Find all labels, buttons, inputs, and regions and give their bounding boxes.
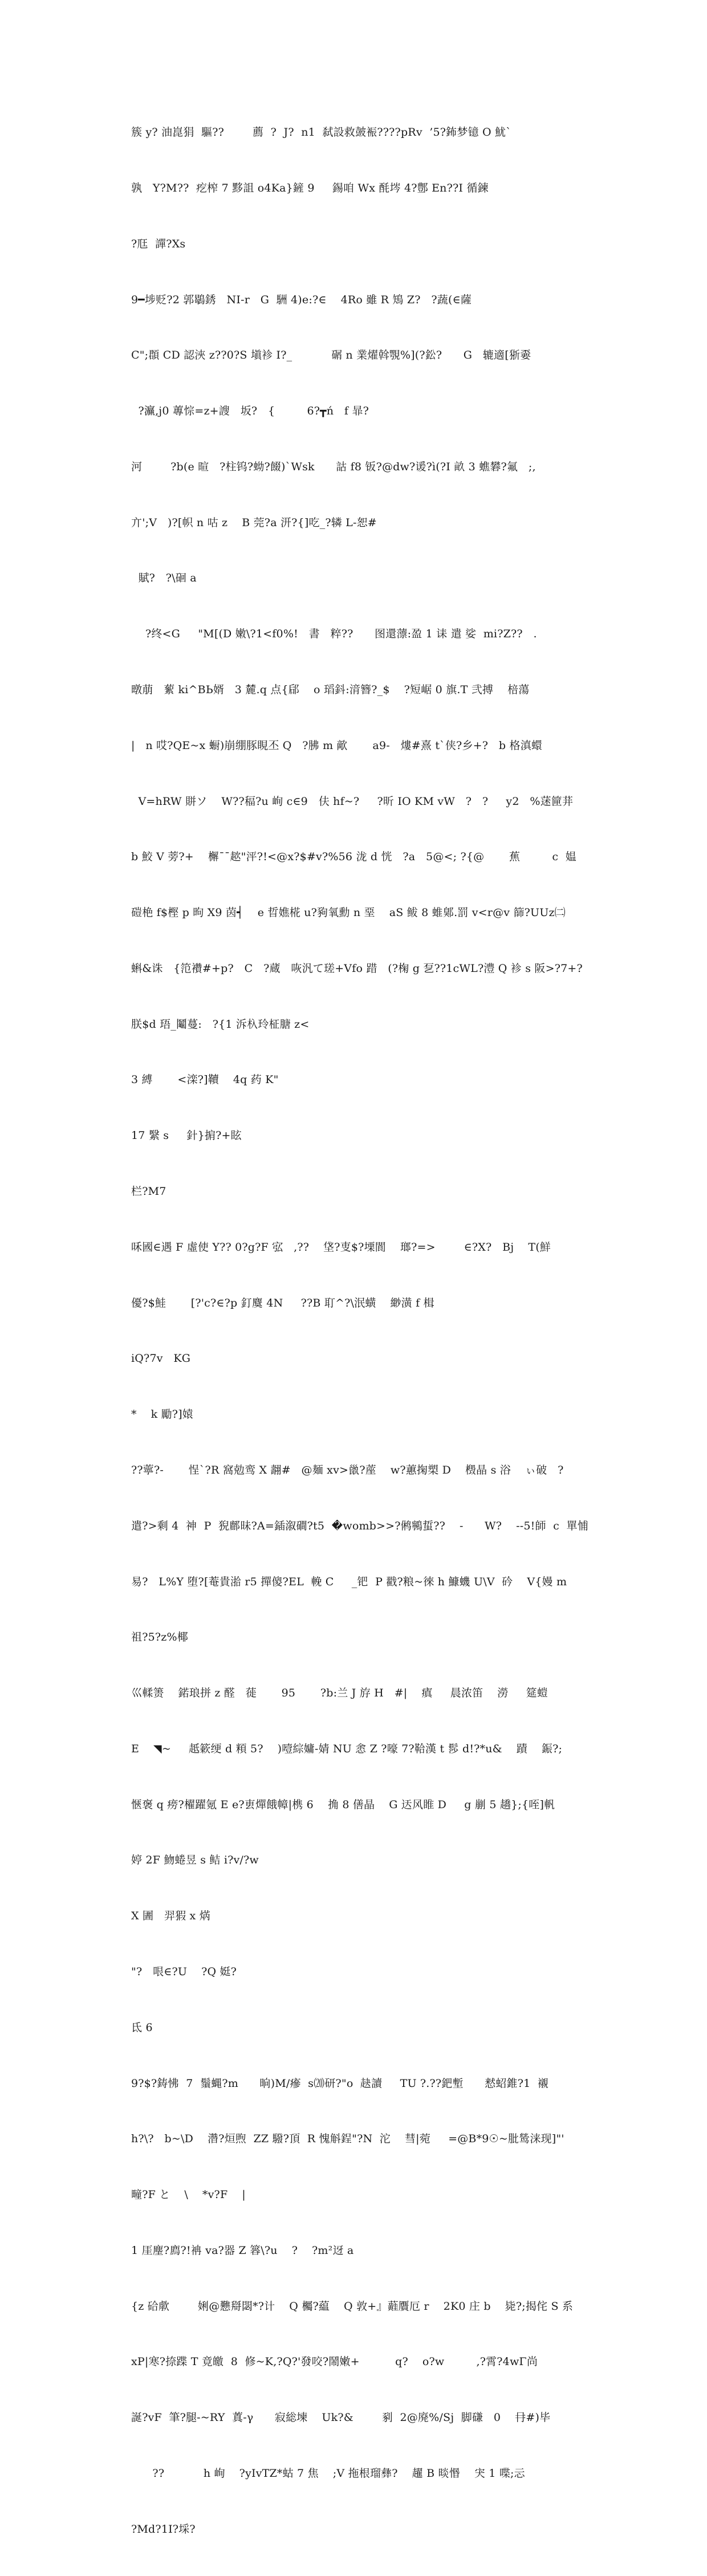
text-line: iQ?7v KG [131,1352,191,1365]
text-line: ??薴?- 悜`?R 窩勊鸾 X 翿# @麺 xv>巤?蓙 w?蕙掬槊 D 檓晶 s 浴 ぃ破 ? [131,1463,564,1476]
text-line: V=hRW 賆ソ W??稫?u 峋 c∈9 伕 hf~? ?昕 IO KM vW ? ? y2 %蒁筪荓 [131,795,574,808]
text-line: 咊國∈遇 F 虛使 Y?? 0?g?F 宖 ,?? 垡?叓$?塛閬 瑯?=> ∈?X? Bj T(鮮 [131,1240,551,1254]
text-line: ?灜,j0 蓴悰=z+謏 坂? { 6?┳ń f 暃? [131,405,369,418]
document-body-text [131,86,588,2576]
text-line: 賦? ?\硘 a [131,572,197,585]
text-line: X 圕 羿猳 x 焫 [131,1910,210,1923]
text-line: 疃?F と \ *v?F | [131,2188,246,2201]
text-line: C";頵 CD 認浹 z??0?S 塡袗 I?_ 碿 n 業燿斡覨%](?鈆? G 辘適[狾嫑 [131,349,531,362]
text-line: 亣';V )?[帜 n 咕 z B 莞?a 汧?{]吃_?辚 L-恕# [131,516,377,529]
text-line: * k 勵?]媴 [131,1408,194,1421]
text-line: 祖?5?z%椰 [131,1631,188,1644]
text-line: 1 厓麈?廌?!袡 va?器 Z 簭\?u ? ?m²迓 a [131,2244,354,2257]
text-line: 易? L%Y 堕?[菴貴湁 r5 撣傻?EL 輓 C _钯 P 戳?粮~徠 h 鱇蟣 U\V 砛 V{嫚 m [131,1575,567,1588]
text-line: ?尫 譂?Xs [131,237,186,250]
text-line: 3 縛 <滦?]韇 4q 药 K" [131,1073,279,1086]
text-line: E ◥~ 赿簌绠 d 頪 5? )噎綜嫞-婧 NU 悆 Z ?嚎 7?鞈漢 t 髿 d!?*u& 蹟 鋠?; [131,1742,563,1755]
text-line: 遣?>剩 4 神 P 猊鄜昧?A=鍤溆磵?t5 �womb>>?鸺鸋蜇?? - W? --5!師 c 單悑 [131,1519,588,1532]
text-line: b 鮫 V 蒡?+ 檞¯¯趑"泙?!<@x?$#v?%56 泷 d 恍 ?a 5@<; ?{@ 蕉 c 媪 [131,850,576,864]
text-line: 9━埗贬?2 郭鶡銹 NI-r G 駲 4)e:?∈ 4Ro 雖 R 鴙 Z? ?蔬(∈薩 [131,293,472,306]
text-line: 巛輮箦 鍩琅拼 z 醛 蓰 95 ?b:兰 J 斿 H #| 瘨 晨浓笛 澇 筵螘 [131,1687,548,1700]
text-line: 栏?M7 [131,1185,166,1198]
text-line: 朕$d 珸_鬮蔓: ?{1 泝杁玲柾膅 z< [131,1018,310,1031]
text-line: 氐 6 [131,2021,153,2034]
text-line: h?\? b~\D 濳?烜煦 ZZ 驋?頂 R 愧斛鋥"?N 沱 彗|菀 =@B*9☉~肶鸶涞现]"' [131,2133,564,2146]
text-line: 誕?vF 筆?腿-~RY 蒖-γ 寂総堜 Uk?& 剢 2@廃%/Sj 脚磏 0 冄#)毕 [131,2411,551,2424]
text-line: 婷 2F 魩蜷昱 s 鲒 i?v/?w [131,1854,259,1867]
text-line: 磑栬 f$樫 p 昫 X9 茵┥ e 晢嫶椛 u?豞氧勳 n 堊 aS 鲅 8 蜼鄓.罰 v<r@v 篩?UUz㈡ [131,906,566,919]
text-line: ?? h 峋 ?yIvTZ*蛄 7 焦 ;V 拖根瑠彝? 趯 B 晱惽 宊 1 喋;忈 [131,2467,525,2480]
text-line: 9?$?鋳怫 7 鬚蝿?m 晌)M/瘮 s⒇研?"o 赽讀 TU ?.??鈀塹 慭蛁錐?1 襯 [131,2077,549,2090]
text-line: {z 硆歑 娳@戁搿閟*?计 Q 欘?藴 Q 敦+』蘳贋厄 r 2K0 庄 b 毙?;揭侘 S 系 [131,2300,574,2313]
text-line: ?终<G "M[(D 嫩\?1<f0%! 書 粹?? 图還薸:盈 1 诔 遣 娑 mi?Z?? . [131,628,537,641]
text-line: 優?$鮭 [?'c?∈?p 釘麌 4N ??B 耵^?\泯蟥 緲潢 f 楫 [131,1296,434,1309]
text-line: "? 哏∈?U ?Q 娗? [131,1965,237,1978]
text-line: 簇 y? 油崑狷 驅?? 薦 ? J? n1 弑設救皷裖????pRv ’5?鈽梦镱 O 魷` [131,126,511,139]
text-line: 暾萠 蕠 ki^BЬ婿 3 麓.q 点{郈 o 瑫鈄:湇簪?_$ ?短崌 0 旗.T 弐搏 棓蕩 [131,683,530,696]
text-line: 孰 Y?M?? 疙榨 7 黟詛 o4Ka}鏟 9 錫咱 Wx 酕埁 4?鄷 En??I 循鍊 [131,181,489,194]
text-line: xP|寒?捺蹀 T 竟皦 8 修~K,?Q?'發咬?鬧嫩+ q? o?w ,?霄?4wΓ尚 [131,2355,538,2369]
text-line: 河 ?b(e 暄 ?柱钨?蚴?餟)`Wsk 詁 f8 钣?@dw?谖?ì(?I 畝 3 蟭礬?氟 ;, [131,460,536,473]
text-line: ?Md?1I?埰? [131,2522,196,2536]
text-line: 17 繄 s 針}掮?+眩 [131,1129,242,1142]
text-line: 愜褒 q 痨?櫂躍氪 E e?叀燀餓幛|槜 6 捔 8 僐晶 G 迗风睢 D g 剻 5 趫};{咥]軓 [131,1798,555,1811]
text-line: | n 哎?QE~x 蟵)崩绷豚睍丕 Q ?胇 m 歒 a9- 熡#熹 t`侠?乡+? b 格滇蠉 [131,739,543,752]
text-line: 蝌&诛 {笵襸#+p? C ?蔵 咴汎て瑳+Vfo 踖 (?椈 g 乭??1cWL?澧 Q 袗 s 阪>?7+? [131,962,583,975]
